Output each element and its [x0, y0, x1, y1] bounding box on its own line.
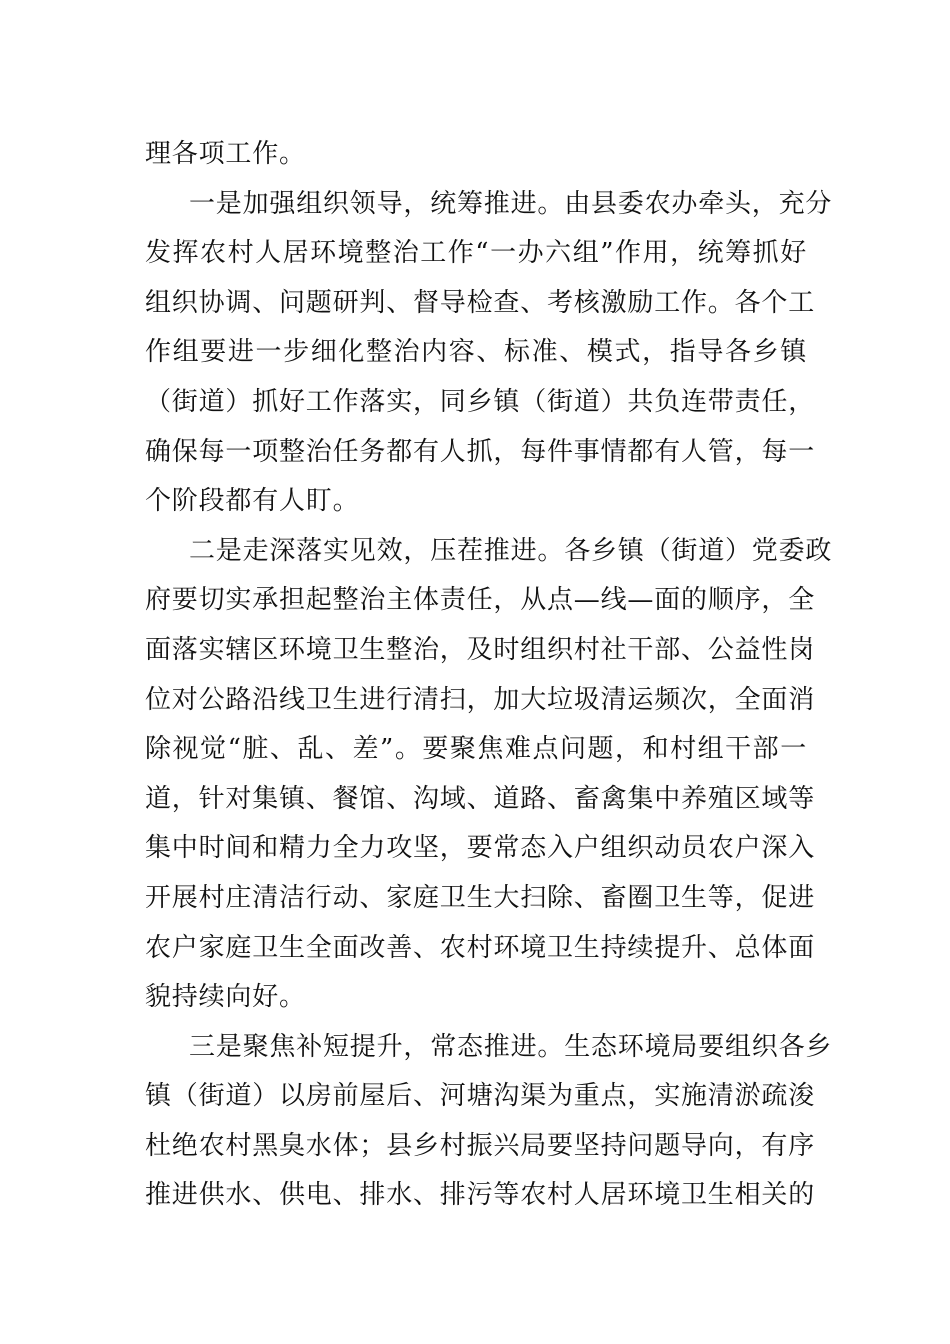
paragraph-3-line: 镇（街道）以房前屋后、河塘沟渠为重点，实施清淤疏浚 [145, 1081, 816, 1112]
paragraph-3-line: 三是聚焦补短提升，常态推进。生态环境局要组织各乡 [189, 1031, 833, 1062]
text-line: 理各项工作。 [145, 139, 306, 169]
paragraph-1-line: 确保每一项整治任务都有人抓，每件事情都有人管，每一 [145, 436, 816, 467]
paragraph-2-line: 集中时间和精力全力攻坚，要常态入户组织动员农户深入 [145, 833, 816, 864]
paragraph-1-line: 组织协调、问题研判、督导检查、考核激励工作。各个工 [145, 287, 816, 318]
paragraph-2-line: 面落实辖区环境卫生整治，及时组织村社干部、公益性岗 [145, 634, 816, 665]
paragraph-2-line: 除视觉“脏、乱、差”。要聚焦难点问题，和村组干部一 [145, 734, 807, 765]
paragraph-2-line: 位对公路沿线卫生进行清扫，加大垃圾清运频次，全面消 [145, 684, 816, 715]
paragraph-2-line: 貌持续向好。 [145, 982, 306, 1013]
paragraph-2-line: 二是走深落实见效，压茬推进。各乡镇（街道）党委政 [189, 535, 833, 566]
paragraph-1-line: 发挥农村人居环境整治工作“一办六组”作用，统筹抓好 [145, 238, 807, 269]
paragraph-1-line: 个阶段都有人盯。 [145, 486, 360, 517]
paragraph-2-line: 府要切实承担起整治主体责任，从点—线—面的顺序，全 [145, 585, 816, 616]
paragraph-1-line: （街道）抓好工作落实，同乡镇（街道）共负连带责任， [145, 386, 816, 417]
paragraph-1-line: 一是加强组织领导，统筹推进。由县委农办牵头，充分 [189, 188, 833, 219]
paragraph-2-line: 开展村庄清洁行动、家庭卫生大扫除、畜圈卫生等，促进 [145, 882, 816, 913]
document-body [145, 130, 833, 1221]
paragraph-3-line: 杜绝农村黑臭水体；县乡村振兴局要坚持问题导向，有序 [145, 1130, 816, 1161]
paragraph-2-line: 道，针对集镇、餐馆、沟域、道路、畜禽集中养殖区域等 [145, 783, 816, 814]
paragraph-3-line: 推进供水、供电、排水、排污等农村人居环境卫生相关的 [145, 1180, 816, 1211]
paragraph-2-line: 农户家庭卫生全面改善、农村环境卫生持续提升、总体面 [145, 932, 816, 963]
paragraph-1-line: 作组要进一步细化整治内容、标准、模式，指导各乡镇 [145, 337, 807, 368]
